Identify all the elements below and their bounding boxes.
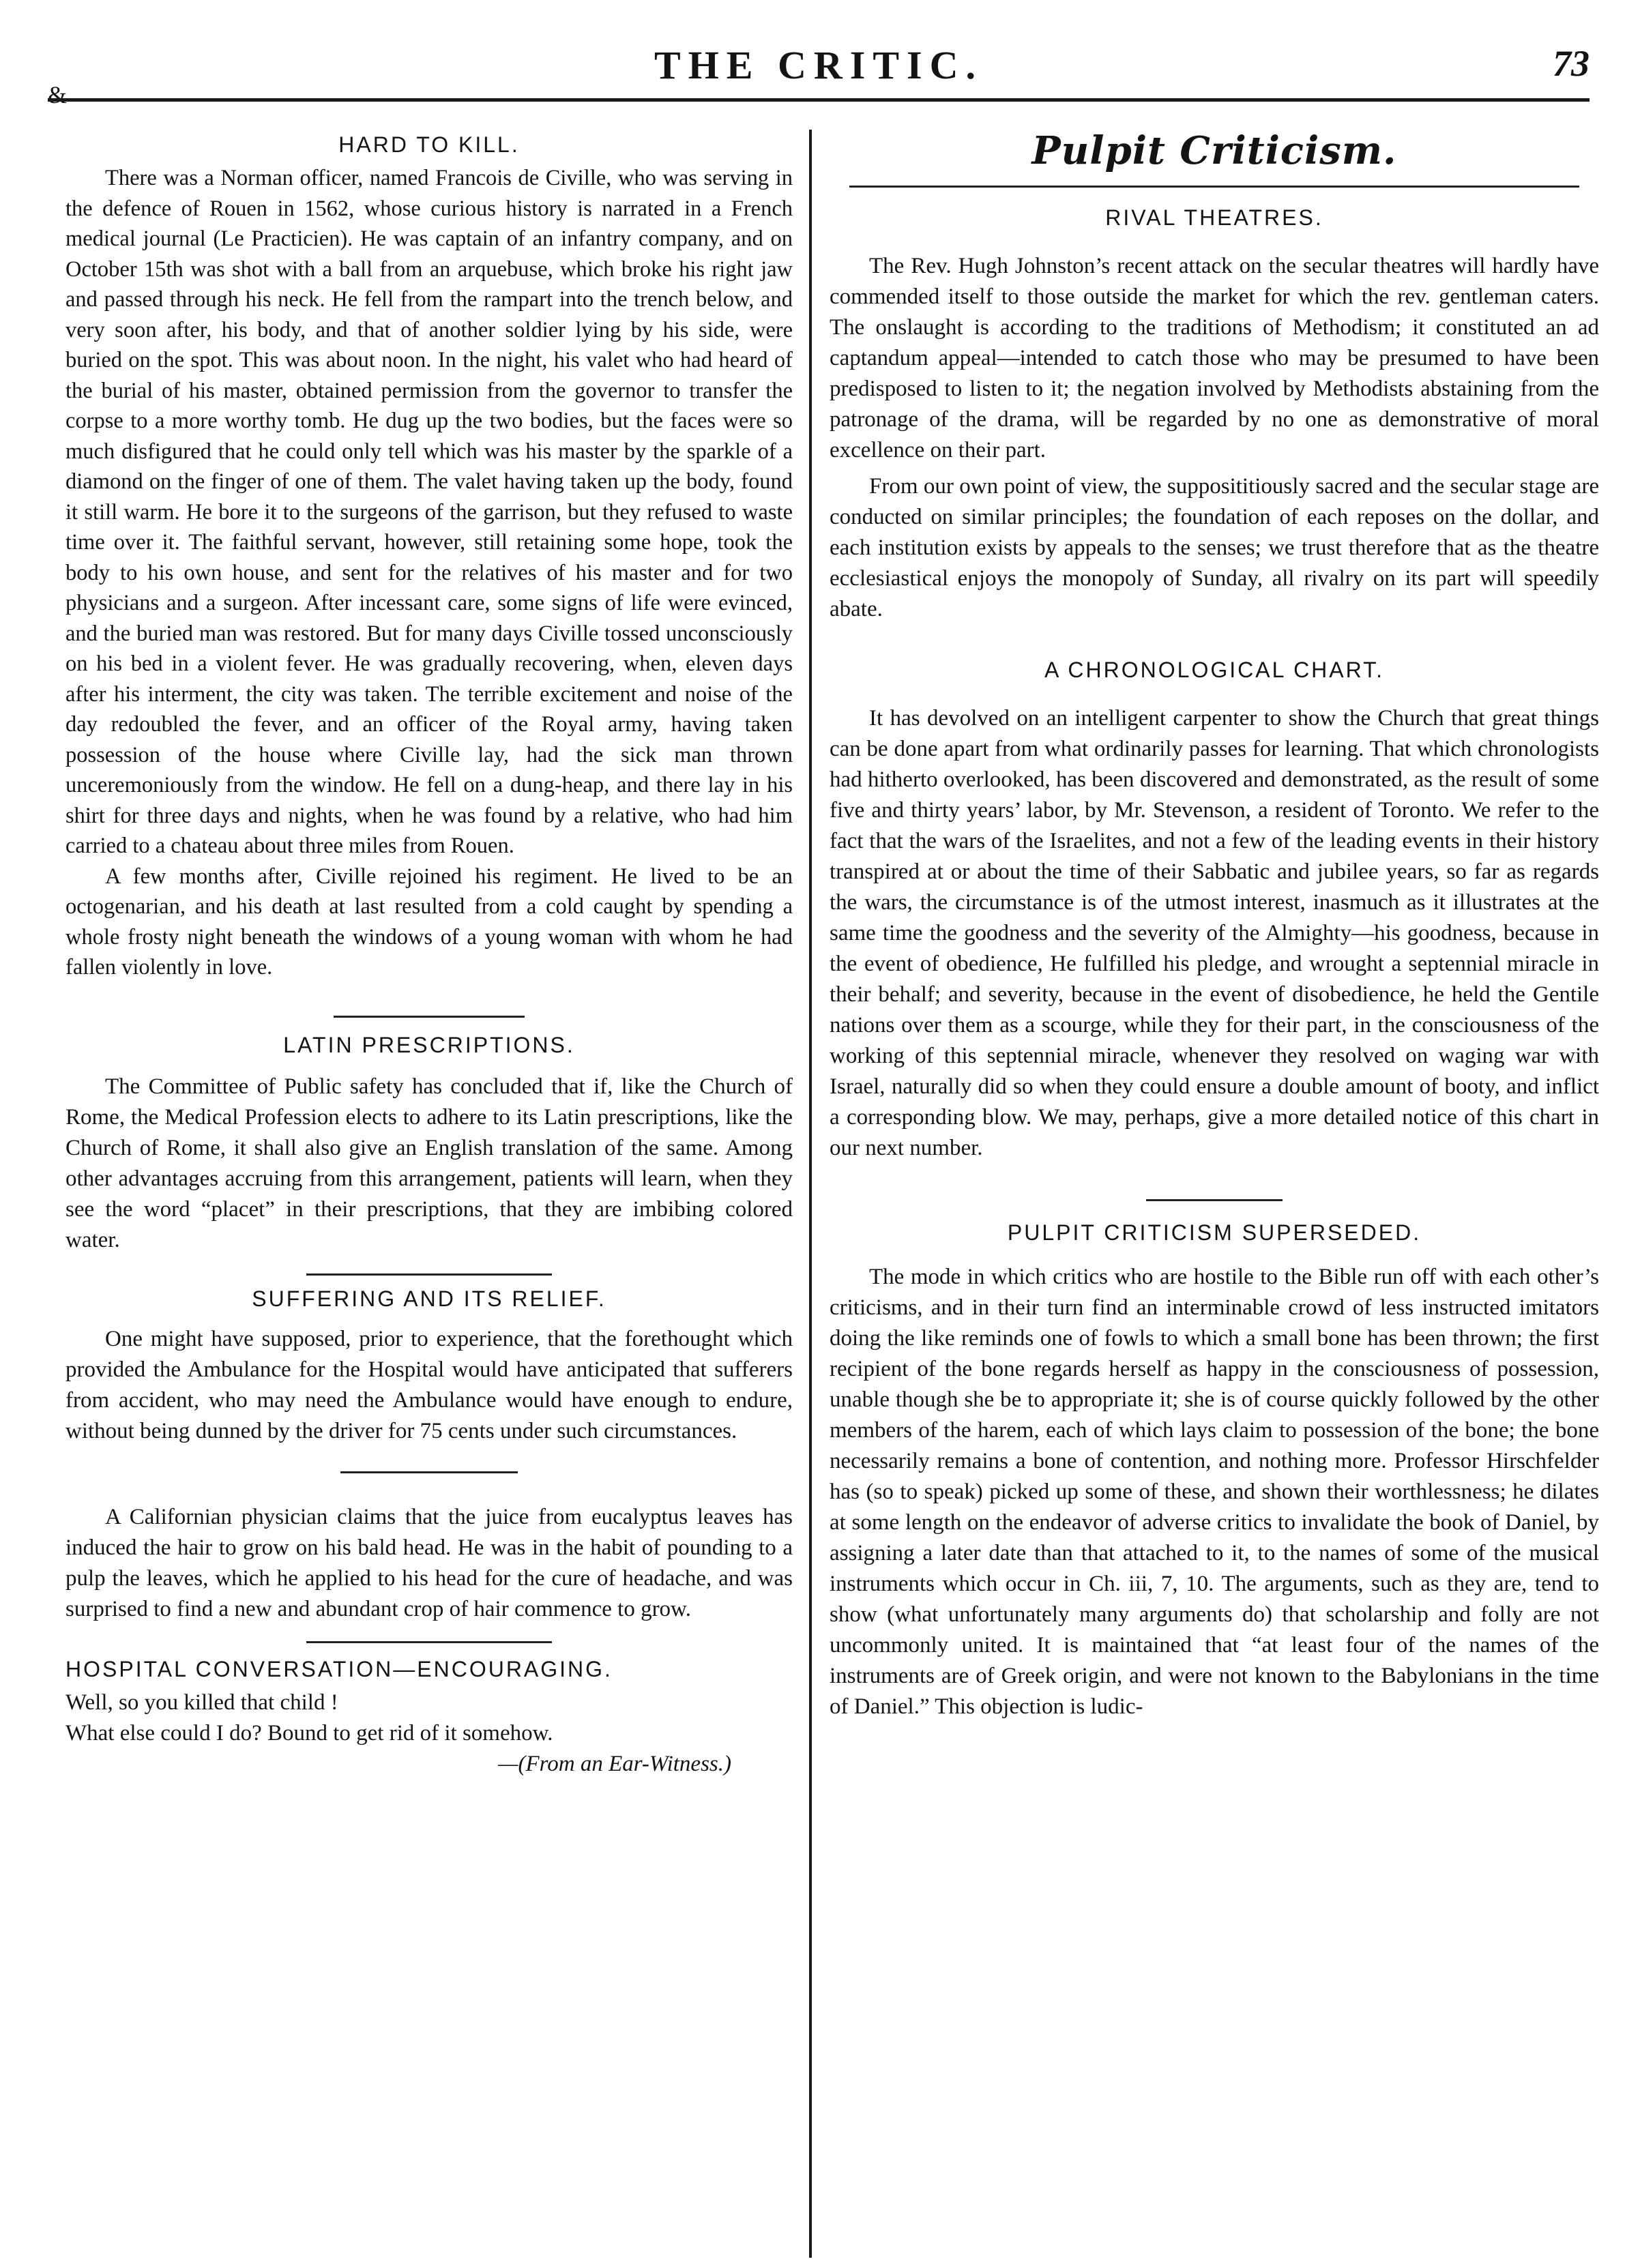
- dialog-line: Well, so you killed that child !: [65, 1690, 338, 1715]
- department-heading: Pulpit Criticism.: [1031, 128, 1397, 173]
- article-eucalyptus: [65, 1502, 793, 1625]
- heading-rule: [849, 186, 1579, 188]
- header-rule: [48, 98, 1590, 102]
- article-paragraph: A Californian physician claims that the juice from eucalyptus leaves has induced the hair to grow on his bald head. He was in the habit of pounding to a pulp the leaves, which he applied to his head for the cure of headache, and was surprised to find a new and abundant crop of hair commence to grow.: [65, 1504, 793, 1621]
- article-title: PULPIT CRITICISM SUPERSEDED.: [1007, 1220, 1422, 1245]
- section-rule: [306, 1641, 552, 1643]
- article-chronological-chart: [830, 658, 1599, 1164]
- article-paragraph: From our own point of view, the supposititiously sacred and the secular stage are conducted on similar principles; the foundation of each reposes on the dollar, and each institution exists by appeals to the senses; we trust therefore that as the theatre ecclesiastical enjoys the monopoly of Sunday, all rivalry on its part will speedily abate.: [830, 474, 1599, 621]
- right-column: [830, 123, 1599, 1722]
- section-rule: [340, 1471, 518, 1473]
- section-rule: [306, 1273, 552, 1276]
- dialog-line: What else could I do? Bound to get rid of it somehow.: [65, 1720, 553, 1746]
- section-rule: [334, 1016, 525, 1018]
- page-number: 73: [1553, 43, 1590, 84]
- article-title: A CHRONOLOGICAL CHART.: [1044, 658, 1385, 682]
- article-title: RIVAL THEATRES.: [1105, 205, 1323, 230]
- article-title: HARD TO KILL.: [338, 132, 520, 157]
- article-paragraph: The Rev. Hugh Johnston’s recent attack on the secular theatres will hardly have commended itself to those outside the market for which the rev. gentleman caters. The onslaught is according to the traditions of Methodism; it constituted an ad captandum appeal—intended to catch those who may be presumed to have been predisposed to listen to it; the negation involved by Methodists abstaining from the patronage of the drama, will be regarded by no one as demonstrative of moral excellence on their part.: [830, 254, 1599, 462]
- article-paragraph: There was a Norman officer, named Francois de Civille, who was serving in the defence of Rouen in 1562, whose curious history is narrated in a French medical journal (Le Practicien). He was captain of an infantry company, and on October 15th was shot with a ball from an arquebuse, which broke his right jaw and passed through his neck. He fell from the rampart into the trench below, and very soon after, his body, and that of another soldier lying by his side, were buried on the spot. This was about noon. In the night, his valet who had heard of the burial of his master, obtained permission from the governor to transfer the corpse to a more worthy tomb. He dug up the two bodies, but the faces were so much disfigured that he could only tell which was his master by the sparkle of a diamond on the finger of one of them. The valet having taken up the body, found it still warm. He bore it to the surgeons of the garrison, but they refused to waste time over it. The faithful servant, however, still retaining some hope, took the body to his own house, and sent for the relatives of his master and for two physicians and a surgeon. After incessant care, some signs of life were evinced, and the buried man was restored. But for many days Civille tossed unconsciously on his bed in a violent fever. He was gradually recovering, when, eleven days after his interment, the city was taken. The terrible excitement and noise of the day redoubled the fever, and an officer of the Royal army, having taken possession of the house where Civille lay, had the sick man thrown unceremoniously from the window. He fell on a dung-heap, and there lay in his shirt for three days and nights, when he was found by a relative, who had him carried to a chateau about three miles from Rouen.: [65, 166, 793, 858]
- running-head: [48, 33, 1590, 108]
- attribution: —(From an Ear-Witness.): [498, 1751, 731, 1776]
- article-paragraph: One might have supposed, prior to experience, that the forethought which provided the Ambulance for the Hospital would have anticipated that sufferers from accident, who may need the Ambulance would have enough to endure, without being dunned by the driver for 75 cents under such circumstances.: [65, 1326, 793, 1443]
- article-hard-to-kill: [65, 132, 793, 983]
- article-title: LATIN PRESCRIPTIONS.: [283, 1032, 575, 1057]
- article-suffering-and-relief: [65, 1286, 793, 1447]
- article-hospital-conversation: [65, 1657, 793, 1780]
- article-paragraph: The mode in which critics who are hostile to the Bible run off with each other’s criticisms, and in their turn find an interminable crowd of less instructed imitators doing the like reminds one of fowls to which a small bone has been thrown; the first recipient of the bone regards herself as happy in the consciousness of possession, unable though she be to appropriate it; she is of course quickly followed by the other members of the harem, each of which lays claim to possession of the bone; the bone necessarily remains a bone of contention, and nothing more. Professor Hirschfelder has (so to speak) picked up some of these, and shown their worthlessness; he dilates at some length on the endeavor of adverse critics to invalidate the book of Daniel, by assigning a later date than that attached to it, to the names of some of the musical instruments which occur in Ch. iii, 7, 10. The arguments, such as they are, tend to show (what unfortunately many arguments do) that scholarship and folly are not uncommonly united. It is maintained that “at least four of the names of the instruments are of Greek origin, and were not known to the Babylonians in the time of Daniel.” This objection is ludic-: [830, 1265, 1599, 1719]
- article-rival-theatres: [830, 205, 1599, 625]
- printer-mark: &: [48, 81, 68, 108]
- article-title: SUFFERING AND ITS RELIEF.: [252, 1286, 606, 1311]
- left-column: [65, 123, 793, 1780]
- section-rule: [1146, 1199, 1283, 1201]
- article-paragraph: A few months after, Civille rejoined his regiment. He lived to be an octogenarian, and his death at last resulted from a cold caught by spending a whole frosty night beneath the windows of a young woman with whom he had fallen violently in love.: [65, 864, 793, 980]
- article-latin-prescriptions: [65, 1033, 793, 1256]
- column-divider: [809, 130, 812, 2258]
- masthead-title: THE CRITIC.: [654, 43, 983, 87]
- article-title: HOSPITAL CONVERSATION—ENCOURAGING.: [65, 1656, 613, 1681]
- article-paragraph: The Committee of Public safety has concluded that if, like the Church of Rome, the Medical Profession elects to adhere to its Latin prescriptions, like the Church of Rome, it shall also give an English translation of the same. Among other advantages accruing from this arrangement, patients will learn, when they see the word “placet” in their prescriptions, that they are imbibing colored water.: [65, 1074, 793, 1252]
- article-pulpit-criticism-superseded: [830, 1220, 1599, 1722]
- article-paragraph: It has devolved on an intelligent carpenter to show the Church that great things can be done apart from what ordinarily passes for learning. That which chronologists had hitherto overlooked, has been discovered and demonstrated, as the result of some five and thirty years’ labor, by Mr. Stevenson, a resident of Toronto. We refer to the fact that the wars of the Israelites, and not a few of the leading events in their history transpired at or about the time of their Sabbatic and jubilee years, so far as regards the wars, the circumstance is of the utmost interest, inasmuch as it illustrates at the same time the goodness and the severity of the Almighty—his goodness, because in the event of obedience, He fulfilled his pledge, and wrought a septennial miracle in their behalf; and severity, because in the event of disobedience, he held the Gentile nations over them as a scourge, while they for their part, in the consciousness of the working of this septennial miracle, whenever they resolved on waging war with Israel, naturally did so when they could ensure a double amount of booty, and inflict a corresponding blow. We may, perhaps, give a more detailed notice of this chart in our next number.: [830, 706, 1599, 1160]
